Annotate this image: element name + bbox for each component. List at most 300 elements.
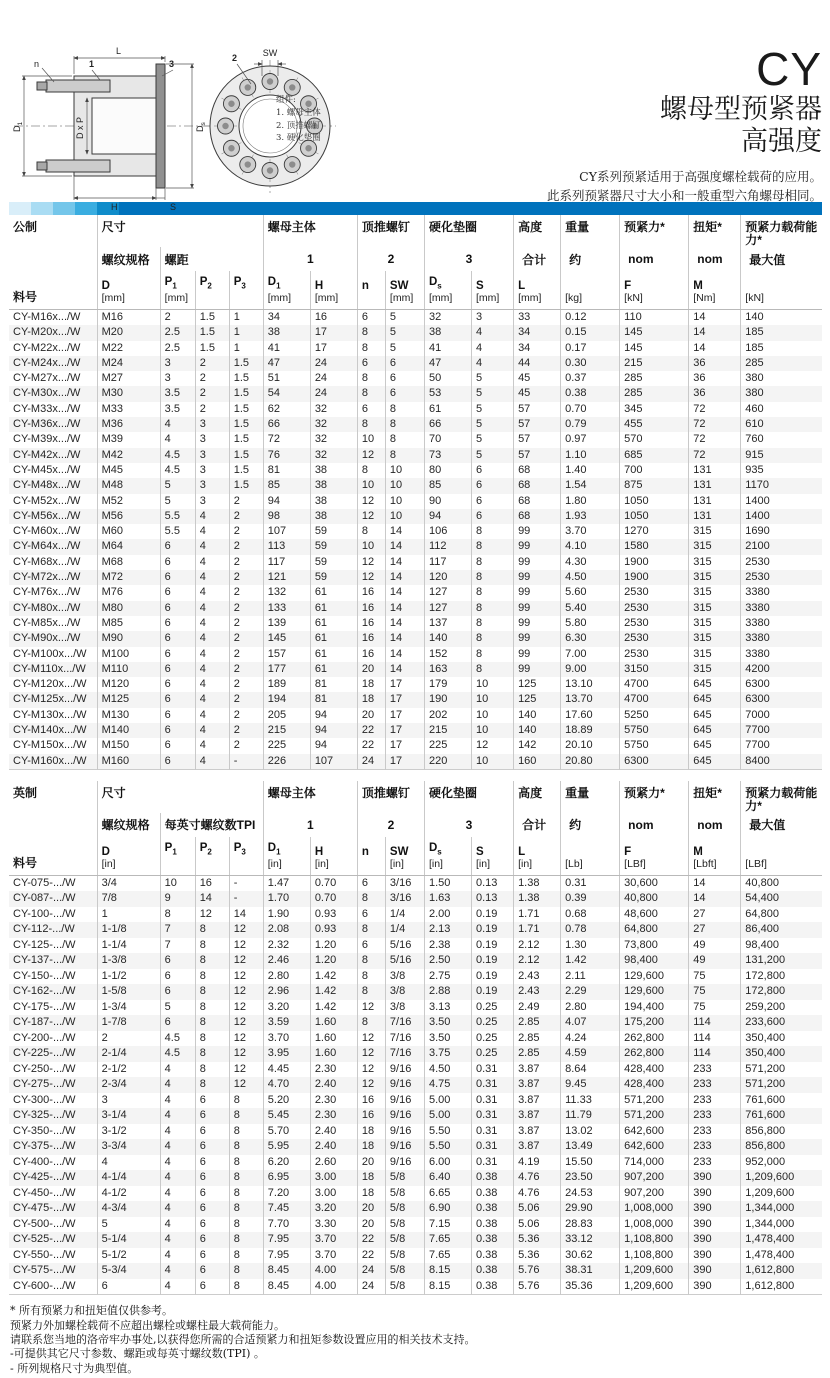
table-cell: CY-225-.../W <box>13 1047 76 1060</box>
table-cell: 14 <box>689 341 741 356</box>
table-cell: 6 <box>160 662 195 677</box>
table-cell: 8 <box>195 984 229 1000</box>
table-cell: 315 <box>689 555 741 570</box>
component-legend <box>276 94 321 145</box>
table-cell: 5 <box>472 402 514 417</box>
table-row <box>9 647 822 662</box>
column-group-header: 扭矩* <box>689 781 741 813</box>
table-cell: 4 <box>195 616 229 631</box>
table-cell: 94 <box>310 738 357 753</box>
table-cell: 6 <box>160 723 195 738</box>
table-cell: 27 <box>689 922 741 938</box>
table-cell: 35.36 <box>561 1279 620 1295</box>
table-cell: 8.64 <box>561 1062 620 1078</box>
table-cell: 2 <box>229 738 263 753</box>
table-cell: 5/8 <box>385 1248 424 1264</box>
table-cell: 4 <box>195 662 229 677</box>
table-cell: 10 <box>472 754 514 770</box>
table-cell: 4.5 <box>160 1046 195 1062</box>
table-cell: 73 <box>424 448 471 463</box>
table-cell: CY-450-.../W <box>13 1186 76 1199</box>
column-header: SW [mm] <box>385 271 424 310</box>
dim-label-H: H <box>111 202 118 212</box>
table-cell: 1.5 <box>229 478 263 493</box>
table-cell: 145 <box>263 631 310 646</box>
table-cell: 0.38 <box>472 1263 514 1279</box>
table-cell: 2.80 <box>263 969 310 985</box>
table-cell: 1.40 <box>561 463 620 478</box>
table-cell: 6 <box>385 371 424 386</box>
table-cell: 7.65 <box>424 1248 471 1264</box>
table-cell: 10 <box>385 478 424 493</box>
table-cell: 3/8 <box>385 984 424 1000</box>
table-cell: M76 <box>97 585 160 600</box>
table-cell: 4 <box>160 1077 195 1093</box>
table-cell: 1,209,600 <box>741 1170 822 1186</box>
table-cell: 177 <box>263 662 310 677</box>
table-cell: 57 <box>514 432 561 447</box>
dim-label-S: S <box>170 202 177 212</box>
column-group-header: 扭矩* <box>689 215 741 247</box>
table-cell: 18 <box>357 692 385 707</box>
table-cell: 1 <box>97 907 160 923</box>
table-cell: 0.38 <box>561 386 620 401</box>
table-cell: 80 <box>424 463 471 478</box>
table-cell: 3.70 <box>561 524 620 539</box>
column-subgroup-header: nom <box>689 247 741 271</box>
table-cell: 3.87 <box>514 1139 561 1155</box>
column-group-header: 预紧力载荷能力* <box>741 781 822 813</box>
table-cell: 5 <box>385 341 424 356</box>
table-cell: 8.45 <box>263 1263 310 1279</box>
table-cell: 2 <box>195 356 229 371</box>
table-cell: 3.5 <box>160 402 195 417</box>
table-cell: 6 <box>357 356 385 371</box>
table-cell: 7.15 <box>424 1217 471 1233</box>
table-cell: 13.70 <box>561 692 620 707</box>
table-cell: 45 <box>514 386 561 401</box>
table-cell: 140 <box>514 723 561 738</box>
table-cell: 8 <box>357 524 385 539</box>
table-cell: 350,400 <box>741 1046 822 1062</box>
table-cell: 8 <box>229 1217 263 1233</box>
table-cell: 20 <box>357 1155 385 1171</box>
table-cell: 34 <box>514 325 561 340</box>
table-cell: 4 <box>160 1232 195 1248</box>
table-cell: 131 <box>689 509 741 524</box>
table-cell: 4 <box>160 1139 195 1155</box>
table-cell: 7.45 <box>263 1201 310 1217</box>
table-cell: 390 <box>689 1279 741 1295</box>
table-cell: CY-375-.../W <box>13 1140 76 1153</box>
table-cell: 4 <box>195 677 229 692</box>
table-cell: 4 <box>195 555 229 570</box>
table-cell: 4 <box>195 570 229 585</box>
column-header: D [mm] <box>97 271 160 310</box>
table-cell: 2 <box>195 402 229 417</box>
table-cell: 12 <box>357 1031 385 1047</box>
table-cell: 86,400 <box>741 922 822 938</box>
table-cell: 194 <box>263 692 310 707</box>
table-cell: 11.33 <box>561 1093 620 1109</box>
table-cell: 5.40 <box>561 601 620 616</box>
table-cell: 6.65 <box>424 1186 471 1202</box>
table-cell: 14 <box>689 891 741 907</box>
table-cell: 2 <box>229 647 263 662</box>
table-cell: 10 <box>385 509 424 524</box>
table-cell: 6 <box>160 692 195 707</box>
table-cell: 390 <box>689 1201 741 1217</box>
table-row <box>9 432 822 447</box>
product-title: 螺母型预紧器 <box>660 93 822 124</box>
table-cell: 6 <box>160 1015 195 1031</box>
table-cell: 5 <box>472 371 514 386</box>
column-subgroup-header: 螺纹规格 <box>97 247 160 271</box>
table-row <box>9 891 822 907</box>
table-cell: 6 <box>195 1139 229 1155</box>
table-cell: 57 <box>514 402 561 417</box>
table-cell: 3 <box>195 494 229 509</box>
table-cell: CY-200-.../W <box>13 1031 76 1044</box>
table-cell: 233 <box>689 1155 741 1171</box>
table-cell: 24 <box>310 356 357 371</box>
table-cell: 61 <box>310 631 357 646</box>
table-cell: 24 <box>310 386 357 401</box>
table-cell: M120 <box>97 677 160 692</box>
table-cell: 4 <box>195 738 229 753</box>
table-cell: CY-M52x.../W <box>13 494 81 507</box>
table-cell: 315 <box>689 539 741 554</box>
table-row <box>9 570 822 585</box>
table-cell: 0.39 <box>561 891 620 907</box>
table-cell: 6 <box>195 1155 229 1171</box>
table-cell: 2.29 <box>561 984 620 1000</box>
table-cell: 38 <box>310 494 357 509</box>
column-subgroup-header: 最大值 <box>741 813 822 837</box>
table-cell: 3.5 <box>160 386 195 401</box>
table-cell: 12 <box>229 1077 263 1093</box>
table-cell: 5 <box>160 478 195 493</box>
table-cell: 2 <box>229 524 263 539</box>
table-cell: 5/8 <box>385 1279 424 1295</box>
series-name: CY <box>756 43 822 95</box>
table-cell: 32 <box>424 310 471 326</box>
table-cell: 47 <box>424 356 471 371</box>
table-cell: 8 <box>472 555 514 570</box>
table-cell: 117 <box>263 555 310 570</box>
column-header: SW [in] <box>385 837 424 876</box>
table-cell: M68 <box>97 555 160 570</box>
table-cell: 2 <box>97 1031 160 1047</box>
table-cell: 27 <box>689 907 741 923</box>
table-cell: 12 <box>357 1062 385 1078</box>
table-cell: 4 <box>160 417 195 432</box>
table-cell: 6 <box>160 616 195 631</box>
column-group-header: 高度 <box>514 215 561 247</box>
table-cell: 9/16 <box>385 1077 424 1093</box>
table-cell: 0.30 <box>561 356 620 371</box>
table-cell: 36 <box>689 371 741 386</box>
table-cell: 2.32 <box>263 938 310 954</box>
table-cell: 761,600 <box>741 1093 822 1109</box>
table-cell: 5.00 <box>424 1093 471 1109</box>
table-row <box>9 356 822 371</box>
table-cell: 8 <box>229 1108 263 1124</box>
table-cell: 4.76 <box>514 1186 561 1202</box>
table-cell: 0.31 <box>472 1108 514 1124</box>
table-cell: 12 <box>229 1046 263 1062</box>
table-cell: 2.5 <box>160 341 195 356</box>
table-cell: 2530 <box>620 601 689 616</box>
table-cell: 73,800 <box>620 938 689 954</box>
table-cell: 5.60 <box>561 585 620 600</box>
table-cell: 2.85 <box>514 1015 561 1031</box>
table-cell: M22 <box>97 341 160 356</box>
footnotes <box>10 1304 830 1375</box>
table-row <box>9 494 822 509</box>
table-cell: 2100 <box>741 539 822 554</box>
table-cell: 12 <box>229 938 263 954</box>
column-subgroup-header: 螺纹规格 <box>97 813 160 837</box>
table-cell: 107 <box>310 754 357 770</box>
table-cell: 6.40 <box>424 1170 471 1186</box>
table-cell: 4 <box>472 356 514 371</box>
table-cell: 114 <box>689 1015 741 1031</box>
table-cell: 1.30 <box>561 938 620 954</box>
table-cell: 17 <box>385 692 424 707</box>
table-cell: 121 <box>263 570 310 585</box>
table-cell: M72 <box>97 570 160 585</box>
table-cell: 7700 <box>741 723 822 738</box>
table-cell: CY-137-.../W <box>13 954 76 967</box>
table-cell: 4.00 <box>310 1279 357 1295</box>
table-cell: 140 <box>424 631 471 646</box>
table-cell: 6.20 <box>263 1155 310 1171</box>
table-cell: 22 <box>357 738 385 753</box>
table-cell: 1270 <box>620 524 689 539</box>
table-cell: 7.70 <box>263 1217 310 1233</box>
column-subgroup-header: 约 <box>561 247 620 271</box>
table-cell: 4.76 <box>514 1170 561 1186</box>
table-cell: 1.90 <box>263 907 310 923</box>
table-cell: 5.45 <box>263 1108 310 1124</box>
table-cell: 7 <box>160 938 195 954</box>
table-cell: 0.25 <box>472 1000 514 1016</box>
table-cell: 140 <box>514 708 561 723</box>
table-cell: 6 <box>357 875 385 891</box>
table-cell: 24 <box>310 371 357 386</box>
table-cell: M45 <box>97 463 160 478</box>
table-cell: M64 <box>97 539 160 554</box>
table-cell: M110 <box>97 662 160 677</box>
column-group-header: 预紧力* <box>620 781 689 813</box>
table-cell: 8 <box>472 539 514 554</box>
table-row <box>9 631 822 646</box>
table-cell: 6 <box>160 631 195 646</box>
table-cell: CY-M130x.../W <box>13 708 87 721</box>
table-cell: 145 <box>620 325 689 340</box>
table-cell: 1 <box>229 325 263 340</box>
table-cell: 81 <box>310 677 357 692</box>
table-cell: 6 <box>160 953 195 969</box>
table-cell: 6 <box>385 386 424 401</box>
table-cell: 6 <box>160 555 195 570</box>
table-cell: 8.15 <box>424 1263 471 1279</box>
table-cell: CY-100-.../W <box>13 907 76 920</box>
table-cell: 4.5 <box>160 448 195 463</box>
table-cell: 2.49 <box>514 1000 561 1016</box>
table-cell: 5 <box>385 325 424 340</box>
table-cell: 1.5 <box>229 463 263 478</box>
column-subgroup-header: 最大值 <box>741 247 822 271</box>
table-cell: 4.75 <box>424 1077 471 1093</box>
table-row <box>9 1217 822 1233</box>
table-row <box>9 1139 822 1155</box>
table-cell: 99 <box>514 631 561 646</box>
table-cell: 1-7/8 <box>97 1015 160 1031</box>
table-cell: 5750 <box>620 723 689 738</box>
table-cell: M160 <box>97 754 160 770</box>
part-number-header: 料号 <box>9 837 97 876</box>
table-cell: 390 <box>689 1170 741 1186</box>
table-cell: 4 <box>160 1248 195 1264</box>
table-cell: 48,600 <box>620 907 689 923</box>
table-row <box>9 1000 822 1016</box>
table-cell: 1,209,600 <box>620 1279 689 1295</box>
table-cell: 24 <box>357 1263 385 1279</box>
table-cell: 70 <box>424 432 471 447</box>
table-row <box>9 1232 822 1248</box>
table-cell: 1.5 <box>229 386 263 401</box>
table-cell: 2.85 <box>514 1046 561 1062</box>
table-cell: 5 <box>160 494 195 509</box>
column-header: $P_2$ <box>195 837 229 876</box>
table-cell: 5 <box>472 432 514 447</box>
table-cell: 1050 <box>620 509 689 524</box>
table-cell: 4 <box>97 1155 160 1171</box>
table-cell: 2.40 <box>310 1077 357 1093</box>
column-header: $D_s$ [mm] <box>424 271 471 310</box>
table-cell: 1.38 <box>514 875 561 891</box>
table-cell: 3/8 <box>385 969 424 985</box>
column-header: $P_1$ [mm] <box>160 271 195 310</box>
table-cell: 17 <box>385 677 424 692</box>
table-cell: CY-075-.../W <box>13 876 76 889</box>
table-cell: 3380 <box>741 631 822 646</box>
table-cell: 127 <box>424 585 471 600</box>
table-cell: 225 <box>263 738 310 753</box>
table-cell: 33 <box>514 310 561 326</box>
table-cell: 129,600 <box>620 969 689 985</box>
table-row <box>9 738 822 753</box>
table-cell: 6 <box>160 647 195 662</box>
legend-item: 3. 硬化垫圈 <box>276 133 321 144</box>
table-row <box>9 310 822 326</box>
table-cell: 94 <box>310 723 357 738</box>
footnote-line: - 所列规格尺寸为典型值。 <box>10 1361 139 1375</box>
table-cell: 11.79 <box>561 1108 620 1124</box>
table-cell: 380 <box>741 386 822 401</box>
table-cell: 0.93 <box>310 907 357 923</box>
table-cell: 1.38 <box>514 891 561 907</box>
table-cell: 8 <box>229 1186 263 1202</box>
table-cell: 8 <box>195 1031 229 1047</box>
table-cell: CY-M110x.../W <box>13 662 86 675</box>
table-cell: 645 <box>689 677 741 692</box>
table-cell: 0.38 <box>472 1170 514 1186</box>
table-row <box>9 907 822 923</box>
dim-label-SW: SW <box>262 48 278 58</box>
table-row <box>9 1108 822 1124</box>
table-cell: 3 <box>195 432 229 447</box>
table-cell: - <box>229 754 263 770</box>
table-cell: 64,800 <box>741 907 822 923</box>
table-cell: 28.83 <box>561 1217 620 1233</box>
table-cell: 610 <box>741 417 822 432</box>
table-cell: 1.93 <box>561 509 620 524</box>
table-cell: 75 <box>689 984 741 1000</box>
table-cell: CY-350-.../W <box>13 1124 76 1137</box>
table-cell: 12 <box>229 1031 263 1047</box>
table-cell: 2 <box>229 570 263 585</box>
table-cell: 3380 <box>741 616 822 631</box>
table-cell: CY-425-.../W <box>13 1171 76 1184</box>
side-section-view <box>14 64 210 188</box>
table-cell: 915 <box>741 448 822 463</box>
table-cell: 51 <box>263 371 310 386</box>
dim-label-dxp: D x P <box>75 116 85 139</box>
table-cell: 3 <box>195 448 229 463</box>
table-cell: 106 <box>424 524 471 539</box>
table-cell: 12 <box>195 907 229 923</box>
table-cell: CY-M68x.../W <box>13 555 81 568</box>
intro-line: CY系列预紧适用于高强度螺栓载荷的应用。 <box>579 168 822 184</box>
legend-item: 2. 顶推螺钉 <box>276 120 321 131</box>
table-cell: 2-1/2 <box>97 1062 160 1078</box>
table-row <box>9 1077 822 1093</box>
table-cell: 0.70 <box>310 891 357 907</box>
table-cell: 3.95 <box>263 1046 310 1062</box>
table-cell: 13.49 <box>561 1139 620 1155</box>
table-cell: 6300 <box>741 677 822 692</box>
table-cell: 131 <box>689 478 741 493</box>
table-cell: 98,400 <box>620 953 689 969</box>
table-cell: 5 <box>472 417 514 432</box>
table-cell: 875 <box>620 478 689 493</box>
table-cell: 0.31 <box>472 1155 514 1171</box>
column-subgroup-header: nom <box>620 813 689 837</box>
table-cell: 4.5 <box>160 1031 195 1047</box>
table-cell: 2530 <box>620 585 689 600</box>
column-subgroup-header: 螺距 <box>160 247 263 271</box>
table-cell: 8 <box>385 402 424 417</box>
table-cell: 2-1/4 <box>97 1046 160 1062</box>
table-cell: 3.20 <box>263 1000 310 1016</box>
table-cell: 4.59 <box>561 1046 620 1062</box>
footnote-line: -可提供其它尺寸参数、螺距或每英寸螺纹数(TPI) 。 <box>10 1347 265 1361</box>
table-cell: 47 <box>263 356 310 371</box>
table-cell: CY-M72x.../W <box>13 571 81 584</box>
table-cell: 99 <box>514 647 561 662</box>
table-row <box>9 417 822 432</box>
table-cell: 233 <box>689 1077 741 1093</box>
column-group-header: 预紧力载荷能力* <box>741 215 822 247</box>
table-cell: M90 <box>97 631 160 646</box>
table-cell: 8 <box>357 922 385 938</box>
table-row <box>9 1062 822 1078</box>
table-cell: 20 <box>357 708 385 723</box>
table-cell: 1.71 <box>514 922 561 938</box>
